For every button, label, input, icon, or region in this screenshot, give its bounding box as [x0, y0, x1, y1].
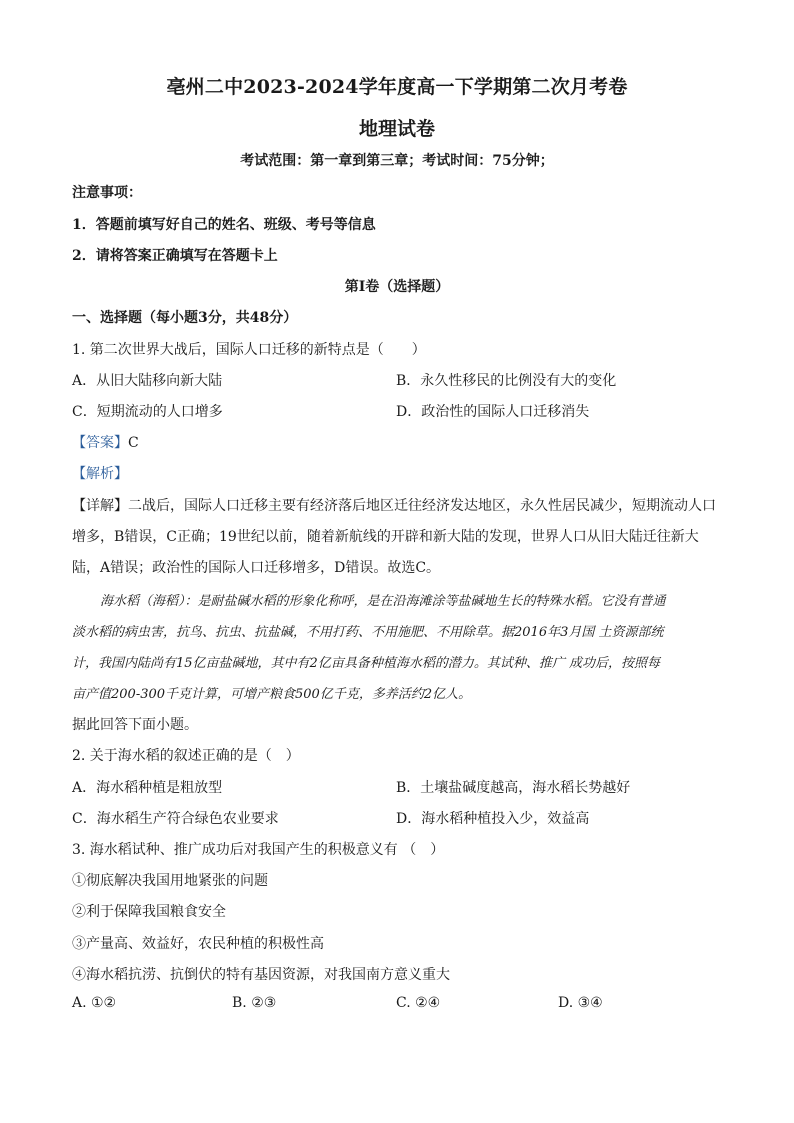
exam-scope: 考试范围：第一章到第三章；考试时间：75分钟；: [240, 153, 554, 169]
material-prompt: 据此回答下面小题。: [72, 717, 198, 733]
q3-statement-3: ③产量高、效益好，农民种植的积极性高: [72, 936, 324, 952]
q2-option-d: D．海水稻种植投入少，效益高: [396, 811, 590, 827]
q2-option-c: C．海水稻生产符合绿色农业要求: [72, 811, 279, 827]
q1-answer: [72, 432, 139, 452]
q3-option-a: A. ①②: [72, 995, 117, 1011]
notice-item-1: 1．答题前填写好自己的姓名、班级、考号等信息: [72, 217, 376, 233]
notice-item-2: 2．请将答案正确填写在答题卡上: [72, 248, 278, 264]
exam-title: 亳州二中2023-2024学年度高一下学期第二次月考卷: [166, 76, 628, 98]
choice-section-heading: 一、选择题（每小题3分，共48分）: [72, 310, 298, 326]
material-line-3: 计，我国内陆尚有15亿亩盐碱地，其中有2亿亩具备种植海水稻的潜力。其试种、推广 成功后，按照每: [72, 656, 660, 671]
material-line-4: 亩产值200-300千克计算，可增产粮食500亿千克，多养活约2亿人。: [72, 687, 472, 702]
q3-statement-1: ①彻底解决我国用地紧张的问题: [72, 873, 268, 889]
detail-line-2: 增多，B错误，C正确；19世纪以前，随着新航线的开辟和新大陆的发现，世界人口从旧大陆迁往新大: [72, 529, 699, 545]
notice-heading: 注意事项：: [72, 185, 142, 201]
answer-value: C: [128, 435, 139, 451]
part-one-heading: 第I卷（选择题）: [344, 279, 450, 295]
material-line-2: 淡水稻的病虫害，抗鸟、抗虫、抗盐碱，不用打药、不用施肥、不用除草。据2016年3月国 土资源部统: [72, 625, 664, 640]
q1-option-b: B．永久性移民的比例没有大的变化: [396, 373, 617, 389]
answer-label: 【答案】: [72, 435, 128, 451]
q2-option-b: B．土壤盐碱度越高，海水稻长势越好: [396, 780, 631, 796]
detail-label: 【详解】: [72, 498, 128, 514]
q1-option-a: A．从旧大陆移向新大陆: [72, 373, 223, 389]
detail-line-3: 陆，A错误；政治性的国际人口迁移增多，D错误。故选C。: [72, 560, 441, 576]
exam-subject: 地理试卷: [358, 118, 435, 140]
q3-option-c: C. ②④: [396, 995, 441, 1011]
q3-stem: 3. 海水稻试种、推广成功后对我国产生的积极意义有 （ ）: [72, 842, 445, 858]
q2-option-a: A．海水稻种植是粗放型: [72, 780, 223, 796]
q2-stem: 2. 关于海水稻的叙述正确的是（ ）: [72, 748, 300, 764]
q1-option-d: D．政治性的国际人口迁移消失: [396, 404, 590, 420]
q3-statement-4: ④海水稻抗涝、抗倒伏的特有基因资源，对我国南方意义重大: [72, 967, 450, 983]
q1-stem: 1. 第二次世界大战后，国际人口迁移的新特点是（ ）: [72, 342, 426, 358]
q3-option-b: B. ②③: [232, 995, 277, 1011]
q3-statement-2: ②利于保障我国粮食安全: [72, 904, 226, 920]
material-line-1: 海水稻（海稻）：是耐盐碱水稻的形象化称呼，是在沿海滩涂等盐碱地生长的特殊水稻。它没有普通: [100, 594, 666, 609]
q1-option-c: C．短期流动的人口增多: [72, 404, 223, 420]
q3-option-d: D. ③④: [558, 995, 603, 1011]
detail-line-1: 【详解】二战后，国际人口迁移主要有经济落后地区迁往经济发达地区，永久性居民减少，短期流动人口: [72, 498, 716, 514]
analysis-label: 【解析】: [72, 466, 128, 482]
